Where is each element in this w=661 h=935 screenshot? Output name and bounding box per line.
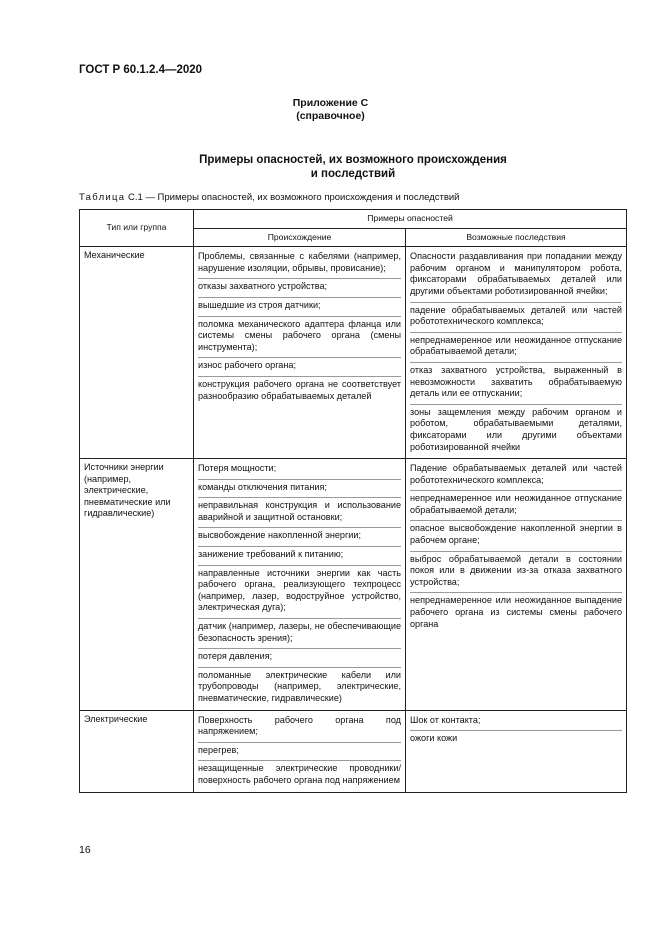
origin-item: высвобождение накопленной энергии; bbox=[198, 527, 401, 544]
section-title-line1: Примеры опасностей, их возможного происхождения bbox=[199, 154, 507, 166]
consequence-item: падение обрабатываемых деталей или частей робототехнического комплекса; bbox=[410, 302, 622, 330]
hazards-table bbox=[79, 209, 627, 793]
origin-item: датчик (например, лазеры, не обеспечивающие безопасность зрения); bbox=[198, 618, 401, 646]
table-row bbox=[80, 459, 627, 711]
hazard-type-cell: Источники энергии (например, электрические, пневматические или гидравлические) bbox=[80, 459, 194, 711]
origin-item: направленные источники энергии как часть рабочего органа, реализующего техпроцесс (например, лазер, водоструйное устройство, электрическая дуга); bbox=[198, 565, 401, 616]
hazard-type-cell: Механические bbox=[80, 247, 194, 459]
caption-word: Таблица bbox=[79, 192, 126, 203]
origin-item: поломанные электрические кабели или трубопроводы (например, электрические, пневматические, гидравлические) bbox=[198, 667, 401, 707]
consequence-item: Опасности раздавливания при попадании между рабочим органом и манипулятором робота, фиксаторами обрабатываемых деталей или другими объектами роботизированной ячейки; bbox=[410, 251, 623, 296]
consequence-item: непреднамеренное или неожиданное отпускание обрабатываемой детали; bbox=[410, 490, 622, 518]
table-row bbox=[80, 247, 627, 459]
origin-item: поломка механического адаптера фланца или системы смены рабочего органа (смены инструмента); bbox=[198, 316, 401, 356]
consequence-item: отказ захватного устройства, выраженный в невозможности захватить обрабатываемую деталь или ее отпускании; bbox=[410, 362, 622, 402]
consequence-cell bbox=[406, 710, 627, 792]
consequence-item: Шок от контакта; bbox=[410, 714, 481, 725]
origin-item: незащищенные электрические проводники/поверхность рабочего органа под напряжением bbox=[198, 760, 401, 788]
origin-item: занижение требований к питанию; bbox=[198, 546, 401, 563]
consequence-item: непреднамеренное или неожиданное отпускание обрабатываемой детали; bbox=[410, 332, 622, 360]
consequence-item: опасное высвобождение накопленной энергии в рабочем органе; bbox=[410, 520, 622, 548]
consequence-item: выброс обрабатываемой детали в состоянии покоя или в движении из-за отказа захватного устройства; bbox=[410, 551, 622, 591]
origin-cell bbox=[194, 459, 406, 711]
section-title bbox=[80, 153, 626, 181]
consequence-cell bbox=[406, 247, 627, 459]
appendix-note: (справочное) bbox=[296, 110, 365, 122]
page-number: 16 bbox=[79, 844, 91, 856]
origin-item: неправильная конструкция и использование аварийной и защитной остановки; bbox=[198, 497, 401, 525]
header-type: Тип или группа bbox=[80, 210, 194, 247]
header-consequences: Возможные последствия bbox=[406, 228, 627, 247]
origin-item: износ рабочего органа; bbox=[198, 357, 401, 374]
origin-cell bbox=[194, 247, 406, 459]
origin-item: Потеря мощности; bbox=[198, 463, 277, 474]
appendix-heading bbox=[0, 97, 661, 123]
origin-item: Поверхность рабочего органа под напряжением; bbox=[198, 714, 401, 737]
consequence-item: непреднамеренное или неожиданное выпадение рабочего органа из системы смены рабочего органа bbox=[410, 592, 622, 632]
consequence-item: зоны защемления между рабочим органом и роботом, обрабатываемыми деталями, фиксаторами или другими объектами роботизированной ячейки bbox=[410, 404, 622, 455]
origin-item: потеря давления; bbox=[198, 648, 401, 665]
section-title-line2: и последствий bbox=[310, 168, 396, 180]
appendix-title: Приложение С bbox=[292, 97, 369, 109]
consequence-cell bbox=[406, 459, 627, 711]
consequence-item: ожоги кожи bbox=[410, 730, 622, 747]
origin-item: отказы захватного устройства; bbox=[198, 278, 401, 295]
header-origin: Происхождение bbox=[194, 228, 406, 247]
document-header: ГОСТ Р 60.1.2.4—2020 bbox=[79, 64, 203, 76]
origin-item: перегрев; bbox=[198, 742, 401, 759]
caption-text: С.1 — Примеры опасностей, их возможного происхождения и последствий bbox=[128, 192, 460, 203]
origin-item: конструкция рабочего органа не соответствует разнообразию обрабатываемых деталей bbox=[198, 376, 401, 404]
table-header-row bbox=[80, 210, 627, 229]
header-examples: Примеры опасностей bbox=[194, 210, 627, 229]
consequence-item: Падение обрабатываемых деталей или частей робототехнического комплекса; bbox=[410, 463, 623, 485]
hazard-type-cell: Электрические bbox=[80, 710, 194, 792]
origin-item: вышедшие из строя датчики; bbox=[198, 297, 401, 314]
table-row bbox=[80, 710, 627, 792]
table-caption bbox=[79, 192, 460, 203]
origin-item: команды отключения питания; bbox=[198, 479, 401, 496]
origin-cell bbox=[194, 710, 406, 792]
origin-item: Проблемы, связанные с кабелями (например, нарушение изоляции, обрывы, провисание); bbox=[198, 251, 401, 273]
